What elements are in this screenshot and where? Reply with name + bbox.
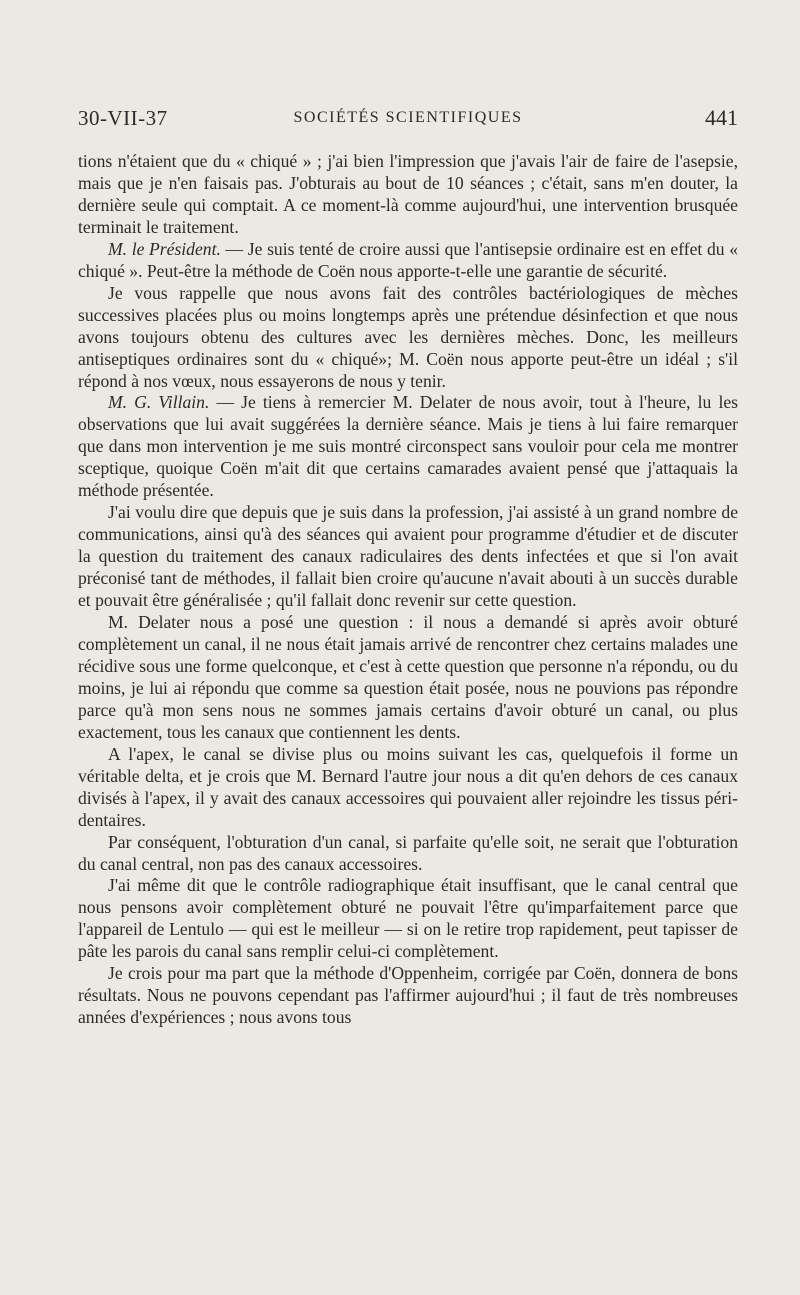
header-date: 30-VII-37 — [78, 106, 168, 130]
paragraph-text: J'ai voulu dire que depuis que je suis dans la profession, j'ai assisté à un grand nombre de communications, ainsi qu'à des séances qui avaient pour programme d'étudier et de discuter la question du traitement des canaux radiculaires des dents infectées et que si l'on avait préconisé tant de méthodes, il fallait bien croire qu'aucune n'avait abouti à un succès durable et pouvait être généralisée ; qu'il fallait donc revenir sur cette question. — [78, 502, 738, 611]
body-text — [78, 151, 738, 1029]
speaker-name: M. G. Villain. — [108, 392, 210, 413]
paragraph-text: J'ai même dit que le contrôle radiographique était insuffisant, que le canal central que nous pensons avoir complètement obturé ne pouvait l'être qu'imparfaitement parce que l'appareil de Lentulo — qui est le meilleur — si on le retire trop rapidement, peut tapisser de pâte les parois du canal sans remplir celui-ci complètement. — [78, 875, 738, 962]
paragraph-text: Je vous rappelle que nous avons fait des contrôles bactériologiques de mèches successives placées plus ou moins longtemps après une prétendue désinfection et que nous avons toujours obtenu des cultures avec les dernières mèches. Donc, les meilleurs antiseptiques ordinaires sont du « chiqué»; M. Coën nous apporte peut-être un idéal ; s'il répond à nos vœux, nous essayerons de nous y tenir. — [78, 282, 738, 391]
paragraph-text: tions n'étaient que du « chiqué » ; j'ai bien l'impression que j'avais l'air de faire de l'asepsie, mais que je n'en faisais pas. J'obturais au bout de 10 séances ; c'était, sans m'en douter, la dernière seule qui comptait. A ce moment-là comme aujourd'hui, une intervention brusquée terminait le traitement. — [78, 151, 738, 237]
paragraph-9 — [78, 875, 738, 963]
paragraph-4 — [78, 392, 738, 502]
paragraph-7 — [78, 744, 738, 832]
paragraph-2 — [78, 239, 738, 283]
paragraph-text: A l'apex, le canal se divise plus ou moins suivant les cas, quelquefois il forme un véritable delta, et je crois que M. Bernard l'autre jour nous a dit qu'en dehors de ces canaux divisés à l'apex, il y avait des canaux accessoires qui pouvaient aller rejoindre les tissus péri-dentaires. — [78, 743, 738, 830]
speaker-name: M. le Président. — [108, 238, 221, 259]
paragraph-10 — [78, 963, 738, 1029]
paragraph-8 — [78, 832, 738, 876]
paragraph-text: Je crois pour ma part que la méthode d'Oppenheim, corrigée par Coën, donnera de bons résultats. Nous ne pouvons cependant pas l'affirmer aujourd'hui ; il faut de très nombreuses années d'expériences ; nous avons tous — [78, 963, 738, 1028]
paragraph-1 — [78, 151, 738, 239]
paragraph-text: — Je tiens à remercier M. Delater de nous avoir, tout à l'heure, lu les observations que lui avait suggérées la dernière séance. Mais je tiens à lui faire remarquer que dans mon intervention je me suis montré circonspect sans vouloir pour cela me montrer sceptique, quoique Coën m'ait dit que certains camarades avaient pensé que j'attaquais la méthode présentée. — [78, 392, 738, 501]
paragraph-text: Par conséquent, l'obturation d'un canal, si parfaite qu'elle soit, ne serait que l'obturation du canal central, non pas des canaux accessoires. — [78, 831, 738, 874]
page-number: 441 — [705, 105, 738, 130]
paragraph-5 — [78, 502, 738, 612]
header-title: SOCIÉTÉS SCIENTIFIQUES — [293, 109, 523, 126]
paragraph-6 — [78, 612, 738, 744]
paragraph-text: M. Delater nous a posé une question : il nous a demandé si après avoir obturé complètement un canal, il ne nous était jamais arrivé de rencontrer chez certains malades une récidive sous une forme quelconque, et c'est à cette question que personne n'a répondu, ou du moins, je lui ai répondu que comme sa question était posée, nous ne pouvions pas répondre parce qu'à mon sens nous ne sommes jamais certains d'avoir obturé un canal, ou plus exactement, tous les canaux que contiennent les dents. — [78, 612, 738, 742]
paragraph-text: — Je suis tenté de croire aussi que l'antisepsie ordinaire est en effet du « chiqué ». Peut-être la méthode de Coën nous apporte-t-elle une garantie de sécurité. — [78, 238, 738, 281]
paragraph-3 — [78, 283, 738, 393]
running-header — [78, 103, 738, 133]
